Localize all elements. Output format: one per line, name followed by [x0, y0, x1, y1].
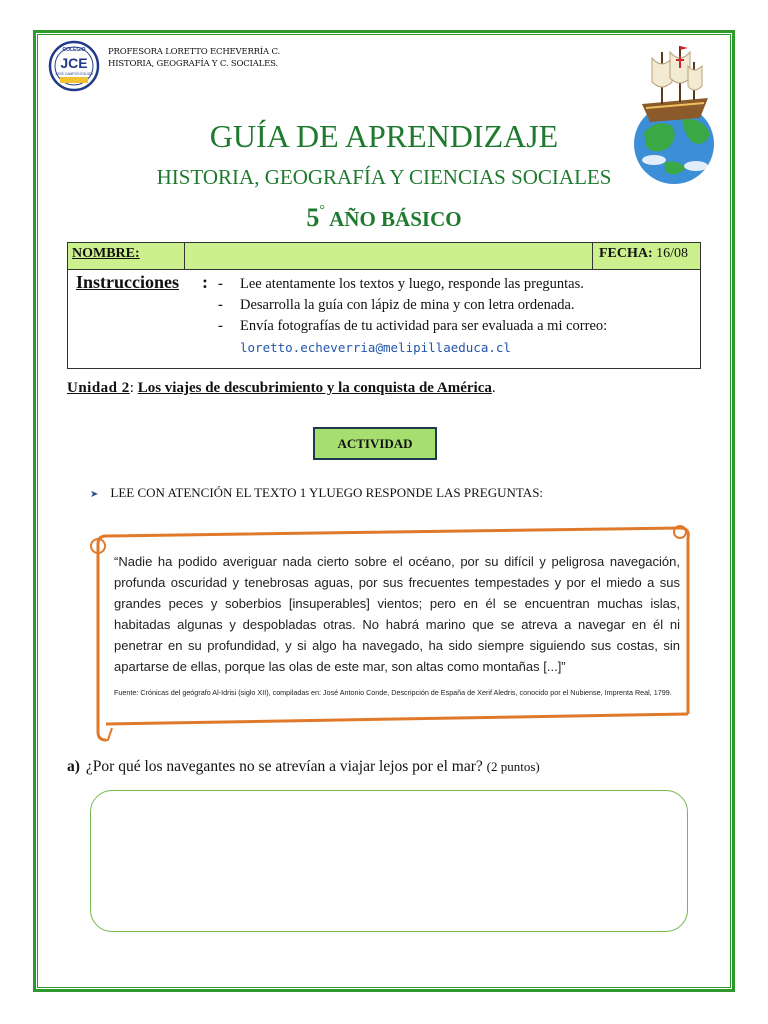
- date-cell: [592, 243, 701, 269]
- unit-heading: Unidad 2: Los viajes de descubrimiento y la conquista de América.: [67, 380, 496, 396]
- date-value: 16/08: [656, 246, 689, 261]
- ship-globe-illustration: [624, 38, 724, 186]
- subject-title: HISTORIA, GEOGRAFÍA Y CIENCIAS SOCIALES: [156, 165, 612, 189]
- name-label-cell: [68, 243, 185, 269]
- svg-text:JCE: JCE: [60, 55, 88, 71]
- svg-text:COLEGIO: COLEGIO: [62, 47, 86, 53]
- question-a: [67, 758, 540, 776]
- teacher-subject: HISTORIA, GEOGRAFÍA Y C. SOCIALES.: [108, 59, 278, 69]
- name-date-row: [67, 242, 701, 270]
- question-points: (2 puntos): [486, 759, 540, 774]
- question-letter: a): [67, 758, 80, 775]
- answer-box-a[interactable]: [90, 790, 688, 932]
- name-label: NOMBRE:: [72, 246, 140, 261]
- email-link[interactable]: loretto.echeverria@melipillaeduca.cl: [240, 340, 511, 355]
- question-text: ¿Por qué los navegantes no se atrevían a viajar lejos por el mar?: [85, 758, 483, 775]
- svg-text:JOSE CAMPOS EGUIZA: JOSE CAMPOS EGUIZA: [54, 72, 94, 76]
- instructions-list: [218, 274, 688, 359]
- date-label: FECHA: 16/08: [599, 246, 689, 261]
- instructions-label: Instrucciones: [76, 272, 179, 292]
- instructions-box: [67, 269, 701, 369]
- teacher-name: PROFESORA LORETTO ECHEVERRÍA C.: [108, 47, 280, 57]
- grade-text: AÑO BÁSICO: [329, 207, 462, 231]
- read-instruction: ➤ LEE CON ATENCIÓN EL TEXTO 1 YLUEGO RESPONDE LAS PREGUNTAS:: [90, 485, 544, 500]
- grade-number: 5: [306, 203, 320, 232]
- page-title: GUÍA DE APRENDIZAJE: [209, 118, 559, 154]
- school-logo: [48, 40, 100, 92]
- text1-source: Fuente: Crónicas del geógrafo Al-Idrisi (siglo XII), compiladas en: José Antonio Conde, Descripción de España de Xerif Aledris, conocido por el Nubiense, Imprenta Real, 1799.: [114, 688, 672, 697]
- arrow-bullet-icon: ➤: [90, 489, 99, 500]
- grade-degree: °: [319, 203, 326, 218]
- activity-label: ACTIVIDAD: [313, 427, 437, 460]
- teacher-info: [108, 46, 280, 70]
- text1-quote: “Nadie ha podido averiguar nada cierto sobre el océano, por su difícil y peligrosa navegación, profunda oscuridad y tenebrosas aguas, por sus frecuentes tempestades y por el miedo a sus grandes peces y soberbios [insuperables] vientos; pero en él se encuentran muchas islas, habitadas algunas y despobladas otras. No habrá marino que se atreva a navegar en él ni penetrar en su profundidad, y si algo ha navegado, ha sido siempre siguiendo sus costas, sin apartarse de ellas, porque las olas de este mar, son altas como montañas [...]”: [114, 554, 680, 674]
- unit-label: Unidad 2: [67, 380, 130, 396]
- instruction-item: - Desarrolla la guía con lápiz de mina y con letra ordenada.: [218, 297, 575, 313]
- instructions-colon: :: [202, 272, 208, 292]
- instruction-item: - Envía fotografías de tu actividad para ser evaluada a mi correo: loretto.echeverria@melipillaeduca.cl: [218, 318, 608, 355]
- instruction-item: - Lee atentamente los textos y luego, responde las preguntas.: [218, 276, 584, 292]
- unit-title: Los viajes de descubrimiento y la conquista de América: [137, 380, 492, 396]
- grade-title: [0, 203, 768, 233]
